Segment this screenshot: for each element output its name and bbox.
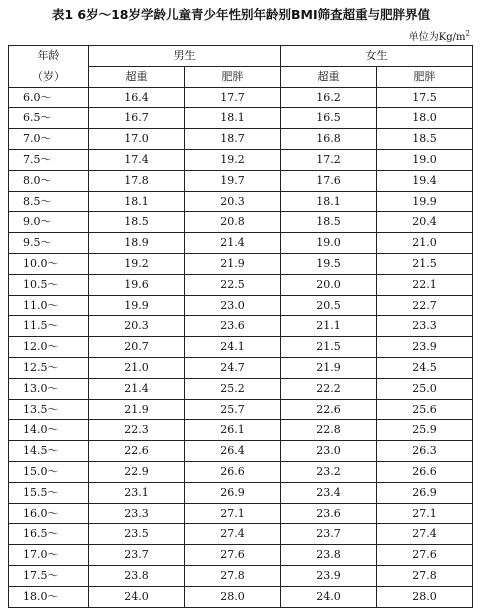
table-row: [9, 420, 473, 441]
male-obese-cell: 18.7: [185, 129, 281, 150]
age-cell: 7.0～: [9, 129, 89, 150]
female-obese-cell: 20.4: [377, 212, 473, 233]
female-overweight-cell: 23.8: [281, 545, 377, 566]
female-obese-cell: 21.0: [377, 233, 473, 254]
age-cell: 13.0～: [9, 378, 89, 399]
table-row: [9, 170, 473, 191]
age-cell: 13.5～: [9, 399, 89, 420]
age-cell: 10.0～: [9, 253, 89, 274]
male-obese-cell: 27.8: [185, 565, 281, 586]
female-overweight-cell: 23.9: [281, 565, 377, 586]
female-overweight-cell: 19.0: [281, 233, 377, 254]
age-cell: 14.0～: [9, 420, 89, 441]
male-obese-cell: 23.0: [185, 295, 281, 316]
female-overweight-cell: 23.4: [281, 482, 377, 503]
table-row: [9, 586, 473, 607]
male-overweight-cell: 23.5: [89, 524, 185, 545]
table-row: [9, 337, 473, 358]
age-cell: 16.5～: [9, 524, 89, 545]
male-overweight-cell: 22.3: [89, 420, 185, 441]
male-obese-cell: 24.7: [185, 357, 281, 378]
bmi-table: [8, 45, 473, 608]
table-row: [9, 108, 473, 129]
female-obese-cell: 28.0: [377, 586, 473, 607]
female-obese-cell: 23.3: [377, 316, 473, 337]
male-obese-cell: 27.4: [185, 524, 281, 545]
male-obese-cell: 20.3: [185, 191, 281, 212]
female-obese-cell: 25.0: [377, 378, 473, 399]
male-overweight-cell: 23.1: [89, 482, 185, 503]
male-obese-cell: 28.0: [185, 586, 281, 607]
table-row: [9, 399, 473, 420]
male-obese-cell: 19.7: [185, 170, 281, 191]
female-overweight-cell: 23.0: [281, 441, 377, 462]
age-cell: 12.0～: [9, 337, 89, 358]
female-obese-cell: 23.9: [377, 337, 473, 358]
age-cell: 8.0～: [9, 170, 89, 191]
male-overweight-cell: 23.8: [89, 565, 185, 586]
header-row-category: [9, 66, 473, 87]
table-body: [9, 87, 473, 607]
age-cell: 9.0～: [9, 212, 89, 233]
female-obese-cell: 25.6: [377, 399, 473, 420]
female-overweight-cell: 22.6: [281, 399, 377, 420]
female-header: 女生: [281, 46, 473, 67]
table-row: [9, 524, 473, 545]
age-cell: 9.5～: [9, 233, 89, 254]
male-overweight-cell: 18.1: [89, 191, 185, 212]
table-row: [9, 212, 473, 233]
male-overweight-cell: 17.8: [89, 170, 185, 191]
age-cell: 7.5～: [9, 149, 89, 170]
table-row: [9, 87, 473, 108]
male-obese-cell: 26.6: [185, 461, 281, 482]
male-overweight-cell: 22.6: [89, 441, 185, 462]
male-obese-cell: 21.9: [185, 253, 281, 274]
female-obese-cell: 27.4: [377, 524, 473, 545]
female-overweight-cell: 17.2: [281, 149, 377, 170]
male-obese-cell: 20.8: [185, 212, 281, 233]
female-overweight-cell: 18.5: [281, 212, 377, 233]
male-obese-cell: 25.7: [185, 399, 281, 420]
table-row: [9, 253, 473, 274]
age-header: 年龄: [9, 46, 89, 67]
female-obese-cell: 27.1: [377, 503, 473, 524]
male-overweight-cell: 21.4: [89, 378, 185, 399]
female-overweight-header: 超重: [281, 66, 377, 87]
female-overweight-cell: 23.6: [281, 503, 377, 524]
male-obese-cell: 25.2: [185, 378, 281, 399]
age-cell: 16.0～: [9, 503, 89, 524]
table-row: [9, 191, 473, 212]
male-obese-cell: 24.1: [185, 337, 281, 358]
female-overweight-cell: 20.0: [281, 274, 377, 295]
female-obese-cell: 22.1: [377, 274, 473, 295]
female-overweight-cell: 16.8: [281, 129, 377, 150]
female-overweight-cell: 21.9: [281, 357, 377, 378]
unit-note-text: 单位为Kg/m: [408, 32, 466, 43]
female-obese-cell: 26.6: [377, 461, 473, 482]
table-row: [9, 295, 473, 316]
table-row: [9, 129, 473, 150]
female-obese-cell: 26.3: [377, 441, 473, 462]
male-overweight-cell: 20.3: [89, 316, 185, 337]
female-obese-cell: 22.7: [377, 295, 473, 316]
male-overweight-cell: 19.6: [89, 274, 185, 295]
male-overweight-cell: 21.0: [89, 357, 185, 378]
male-overweight-cell: 23.7: [89, 545, 185, 566]
female-obese-cell: 19.0: [377, 149, 473, 170]
male-obese-cell: 26.1: [185, 420, 281, 441]
male-overweight-cell: 17.0: [89, 129, 185, 150]
male-obese-cell: 17.7: [185, 87, 281, 108]
female-overweight-cell: 23.7: [281, 524, 377, 545]
age-cell: 12.5～: [9, 357, 89, 378]
male-overweight-cell: 24.0: [89, 586, 185, 607]
female-overweight-cell: 20.5: [281, 295, 377, 316]
table-row: [9, 461, 473, 482]
table-row: [9, 441, 473, 462]
female-overweight-cell: 22.8: [281, 420, 377, 441]
male-obese-cell: 21.4: [185, 233, 281, 254]
header-row-group: [9, 46, 473, 67]
age-cell: 17.0～: [9, 545, 89, 566]
female-obese-cell: 18.5: [377, 129, 473, 150]
female-overweight-cell: 24.0: [281, 586, 377, 607]
female-overweight-cell: 21.5: [281, 337, 377, 358]
table-row: [9, 149, 473, 170]
male-overweight-cell: 23.3: [89, 503, 185, 524]
male-obese-cell: 26.4: [185, 441, 281, 462]
female-obese-cell: 27.6: [377, 545, 473, 566]
female-overweight-cell: 17.6: [281, 170, 377, 191]
table-row: [9, 274, 473, 295]
male-overweight-header: 超重: [89, 66, 185, 87]
male-obese-cell: 27.6: [185, 545, 281, 566]
female-overweight-cell: 23.2: [281, 461, 377, 482]
female-obese-cell: 27.8: [377, 565, 473, 586]
age-cell: 11.0～: [9, 295, 89, 316]
table-row: [9, 316, 473, 337]
age-cell: 8.5～: [9, 191, 89, 212]
male-obese-cell: 27.1: [185, 503, 281, 524]
male-overweight-cell: 21.9: [89, 399, 185, 420]
age-cell: 15.0～: [9, 461, 89, 482]
male-overweight-cell: 16.7: [89, 108, 185, 129]
male-obese-cell: 22.5: [185, 274, 281, 295]
male-overweight-cell: 18.5: [89, 212, 185, 233]
unit-exponent: 2: [465, 29, 470, 38]
female-obese-cell: 18.0: [377, 108, 473, 129]
male-header: 男生: [89, 46, 281, 67]
male-overweight-cell: 19.9: [89, 295, 185, 316]
table-row: [9, 545, 473, 566]
female-obese-header: 肥胖: [377, 66, 473, 87]
table-row: [9, 565, 473, 586]
male-obese-cell: 23.6: [185, 316, 281, 337]
age-unit-header: （岁）: [9, 66, 89, 87]
table-row: [9, 233, 473, 254]
age-cell: 15.5～: [9, 482, 89, 503]
male-overweight-cell: 22.9: [89, 461, 185, 482]
male-overweight-cell: 17.4: [89, 149, 185, 170]
age-cell: 14.5～: [9, 441, 89, 462]
male-overweight-cell: 16.4: [89, 87, 185, 108]
male-obese-cell: 19.2: [185, 149, 281, 170]
male-overweight-cell: 19.2: [89, 253, 185, 274]
male-obese-cell: 26.9: [185, 482, 281, 503]
age-cell: 17.5～: [9, 565, 89, 586]
table-row: [9, 482, 473, 503]
unit-note: [409, 28, 470, 43]
male-obese-header: 肥胖: [185, 66, 281, 87]
age-cell: 18.0～: [9, 586, 89, 607]
female-overweight-cell: 18.1: [281, 191, 377, 212]
female-obese-cell: 19.4: [377, 170, 473, 191]
male-overweight-cell: 20.7: [89, 337, 185, 358]
age-cell: 6.0～: [9, 87, 89, 108]
female-obese-cell: 19.9: [377, 191, 473, 212]
table-row: [9, 357, 473, 378]
age-cell: 11.5～: [9, 316, 89, 337]
table-title: 表1 6岁～18岁学龄儿童青少年性别年龄别BMI筛查超重与肥胖界值: [51, 7, 431, 22]
female-obese-cell: 17.5: [377, 87, 473, 108]
female-overweight-cell: 16.2: [281, 87, 377, 108]
table-row: [9, 503, 473, 524]
table-row: [9, 378, 473, 399]
female-overweight-cell: 16.5: [281, 108, 377, 129]
male-obese-cell: 18.1: [185, 108, 281, 129]
female-overweight-cell: 19.5: [281, 253, 377, 274]
female-obese-cell: 25.9: [377, 420, 473, 441]
female-obese-cell: 21.5: [377, 253, 473, 274]
female-obese-cell: 24.5: [377, 357, 473, 378]
female-overweight-cell: 21.1: [281, 316, 377, 337]
female-obese-cell: 26.9: [377, 482, 473, 503]
male-overweight-cell: 18.9: [89, 233, 185, 254]
age-cell: 10.5～: [9, 274, 89, 295]
age-cell: 6.5～: [9, 108, 89, 129]
female-overweight-cell: 22.2: [281, 378, 377, 399]
